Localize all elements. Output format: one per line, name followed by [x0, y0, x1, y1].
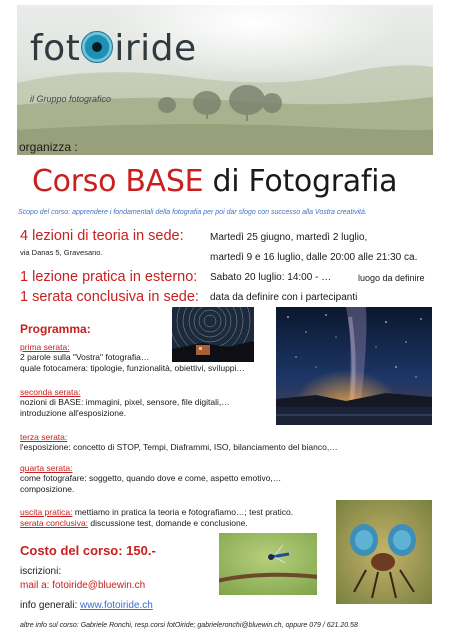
uscita-pratica-line [20, 507, 293, 518]
serata-conclusiva-line [20, 518, 248, 529]
fotoiride-logo: fot iride [30, 28, 197, 69]
mail-link[interactable]: fotoiride@bluewin.ch [52, 580, 146, 591]
pratica-date: Sabato 20 luglio: 14:00 - … [210, 272, 332, 283]
info-line [20, 600, 153, 611]
footer-contact: altre info sul corso: Gabriele Ronchi, resp.corsi fotOiride; gabrieleronchi@bluewin.ch, oppure 079 / 621.20.58 [20, 622, 358, 629]
section-line: come fotografare: soggetto, quando dove e come, aspetto emotivo,… [20, 473, 282, 483]
logo-subtitle: il Gruppo fotografico [30, 94, 112, 104]
section-title: terza serata: [20, 432, 68, 442]
title-part-red: Corso BASE [32, 164, 204, 199]
milky-way-photo [276, 307, 432, 425]
damselfly-photo [219, 533, 317, 595]
section-prima [20, 342, 245, 374]
section-line: quale fotocamera: tipologie, funzionalità, obiettivi, sviluppi… [20, 363, 245, 373]
section-line: 2 parole sulla "Vostra" fotografia… [20, 352, 150, 362]
section-seconda [20, 387, 230, 419]
teoria-address: via Danas 5, Gravesano. [20, 248, 103, 257]
section-quarta [20, 463, 281, 495]
section-title: seconda serata: [20, 387, 81, 397]
page-title [32, 164, 397, 199]
uscita-text: mettiamo in pratica la teoria e fotografiamo…; test pratico. [72, 507, 294, 517]
section-terza [20, 432, 338, 453]
teoria-label: 4 lezioni di teoria in sede: [20, 228, 184, 244]
serata-date: data da definire con i partecipanti [210, 292, 358, 303]
mail-label: mail a: [20, 580, 53, 591]
section-title: prima serata: [20, 342, 70, 352]
section-title: quarta serata: [20, 463, 73, 473]
section-line: composizione. [20, 484, 75, 494]
conclusiva-label: serata conclusiva: [20, 518, 89, 528]
mail-line [20, 580, 145, 591]
lens-eye-icon [81, 31, 113, 63]
section-line: l'esposizione: concetto di STOP, Tempi, Diaframmi, ISO, bilanciamento del bianco,… [20, 442, 338, 452]
iscrizioni-label: iscrizioni: [20, 566, 62, 577]
section-line: introduzione all'esposizione. [20, 408, 127, 418]
pratica-label: 1 lezione pratica in esterno: [20, 269, 198, 285]
uscita-label: uscita pratica: [20, 507, 73, 517]
programma-heading: Programma: [20, 322, 91, 336]
teoria-dates-1: Martedì 25 giugno, martedì 2 luglio, [210, 232, 368, 243]
website-link[interactable]: www.fotoiride.ch [80, 600, 153, 611]
organizza-label: organizza : [19, 140, 78, 154]
serata-label: 1 serata conclusiva in sede: [20, 289, 199, 305]
course-scope: Scopo del corso: apprendere i fondamentali della fotografia per poi dar sfogo con successo alla Vostra creatività. [18, 209, 367, 216]
title-part-dark: di Fotografia [203, 164, 398, 199]
pratica-place: luogo da definire [358, 273, 425, 283]
teoria-dates-2: martedì 9 e 16 luglio, dalle 20:00 alle 21:30 ca. [210, 252, 418, 263]
section-line: nozioni di BASE: immagini, pixel, sensore, file digitali,… [20, 397, 230, 407]
insect-macro-photo [336, 500, 432, 604]
costo-heading: Costo del corso: 150.- [20, 543, 156, 558]
info-label: info generali: [20, 600, 81, 611]
conclusiva-text: discussione test, domande e conclusione. [88, 518, 248, 528]
